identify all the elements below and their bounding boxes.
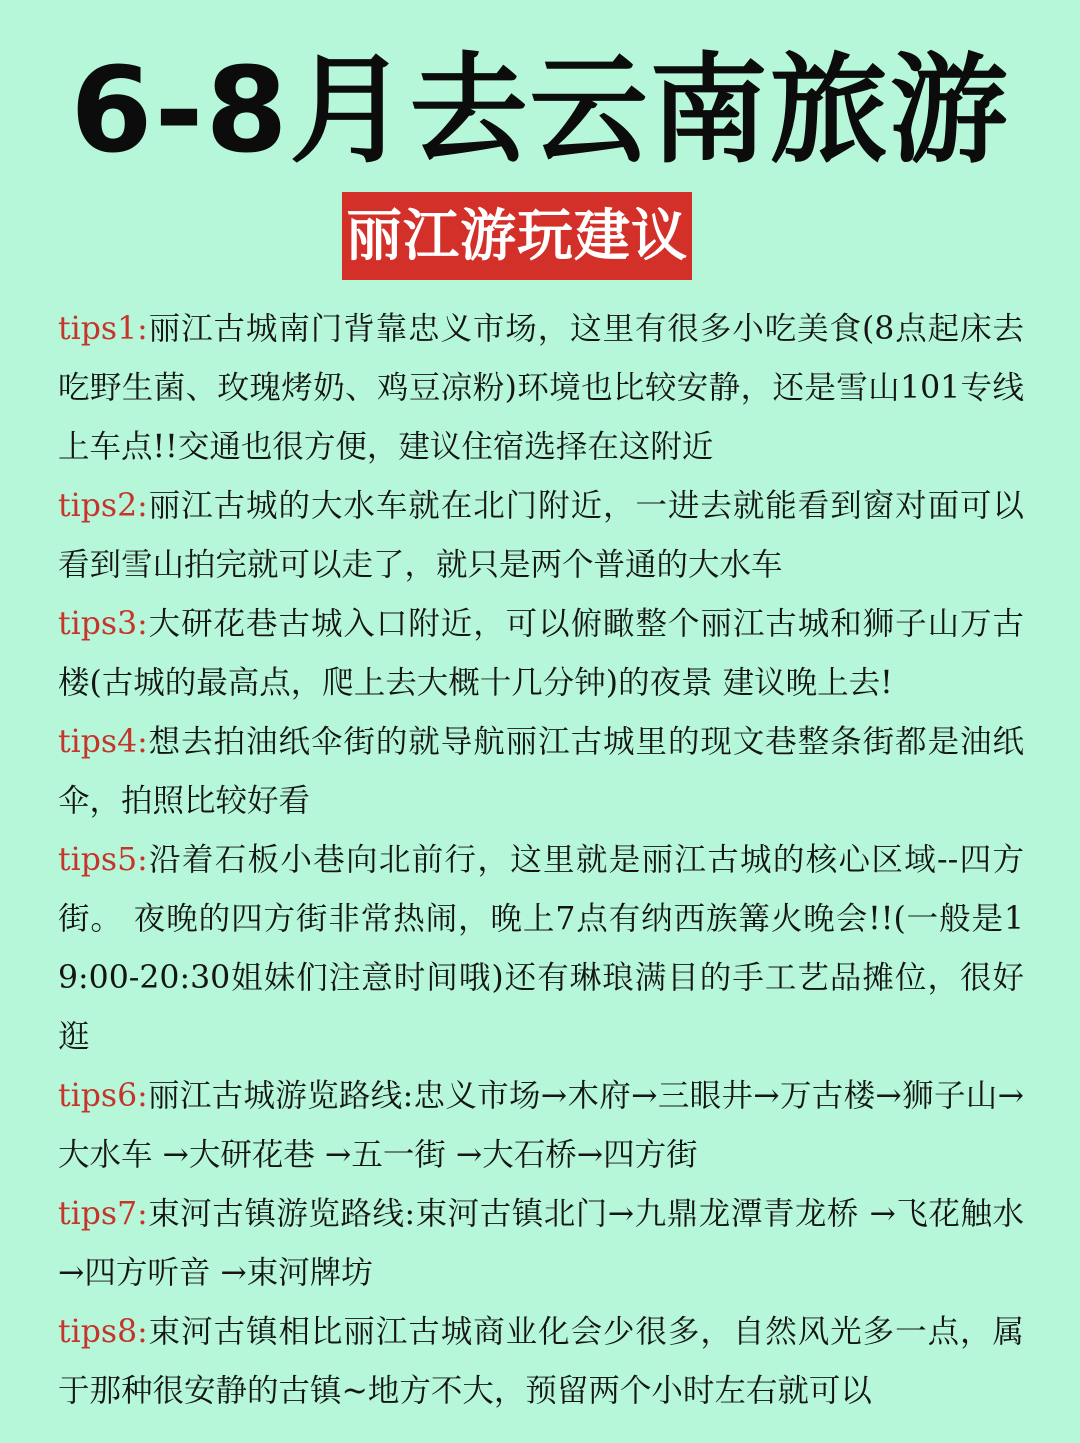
tip-label: tips8: bbox=[58, 1314, 148, 1350]
tip-item-7 bbox=[58, 1185, 1024, 1303]
tip-item-4 bbox=[58, 713, 1024, 831]
tip-label: tips1: bbox=[58, 311, 148, 347]
tip-item-8 bbox=[58, 1303, 1024, 1421]
tip-text: 丽江古城的大水车就在北门附近，一进去就能看到窗对面可以看到雪山拍完就可以走了，就只是两个普通的大水车 bbox=[58, 488, 1024, 583]
tip-text: 沿着石板小巷向北前行，这里就是丽江古城的核心区域--四方街。 夜晚的四方街非常热闹，晚上7点有纳西族篝火晚会!!(一般是19:00-20:30姐妹们注意时间哦)还有琳琅满目的手工艺品摊位，很好逛 bbox=[58, 842, 1024, 1055]
tip-label: tips7: bbox=[58, 1196, 148, 1232]
tip-item-5 bbox=[58, 831, 1024, 1067]
tip-item-1 bbox=[58, 300, 1024, 477]
tip-label: tips4: bbox=[58, 724, 148, 760]
tip-item-3 bbox=[58, 595, 1024, 713]
tip-text: 束河古镇游览路线:束河古镇北门→九鼎龙潭青龙桥 →飞花触水 →四方听音 →束河牌坊 bbox=[58, 1196, 1024, 1291]
tip-label: tips2: bbox=[58, 488, 148, 524]
tip-item-2 bbox=[58, 477, 1024, 595]
tip-label: tips3: bbox=[58, 606, 148, 642]
tip-text: 束河古镇相比丽江古城商业化会少很多，自然风光多一点，属于那种很安静的古镇~地方不大，预留两个小时左右就可以 bbox=[58, 1314, 1024, 1409]
tip-text: 想去拍油纸伞街的就导航丽江古城里的现文巷整条街都是油纸伞，拍照比较好看 bbox=[58, 724, 1024, 819]
tips-list bbox=[58, 300, 1024, 1421]
tip-label: tips6: bbox=[58, 1078, 148, 1114]
subtitle-text: 丽江游玩建议 bbox=[346, 203, 688, 269]
subtitle-banner bbox=[342, 192, 692, 280]
tip-text: 大研花巷古城入口附近，可以俯瞰整个丽江古城和狮子山万古楼(古城的最高点，爬上去大概十几分钟)的夜景 建议晚上去! bbox=[58, 606, 1024, 701]
tip-text: 丽江古城游览路线:忠义市场→木府→三眼井→万古楼→狮子山→大水车 →大研花巷 →五一街 →大石桥→四方街 bbox=[58, 1078, 1024, 1173]
tip-label: tips5: bbox=[58, 842, 148, 878]
tip-text: 丽江古城南门背靠忠义市场，这里有很多小吃美食(8点起床去吃野生菌、玫瑰烤奶、鸡豆凉粉)环境也比较安静，还是雪山101专线上车点!!交通也很方便，建议住宿选择在这附近 bbox=[58, 311, 1024, 465]
page-title: 6-8月去云南旅游 bbox=[70, 41, 1010, 179]
tip-item-6 bbox=[58, 1067, 1024, 1185]
